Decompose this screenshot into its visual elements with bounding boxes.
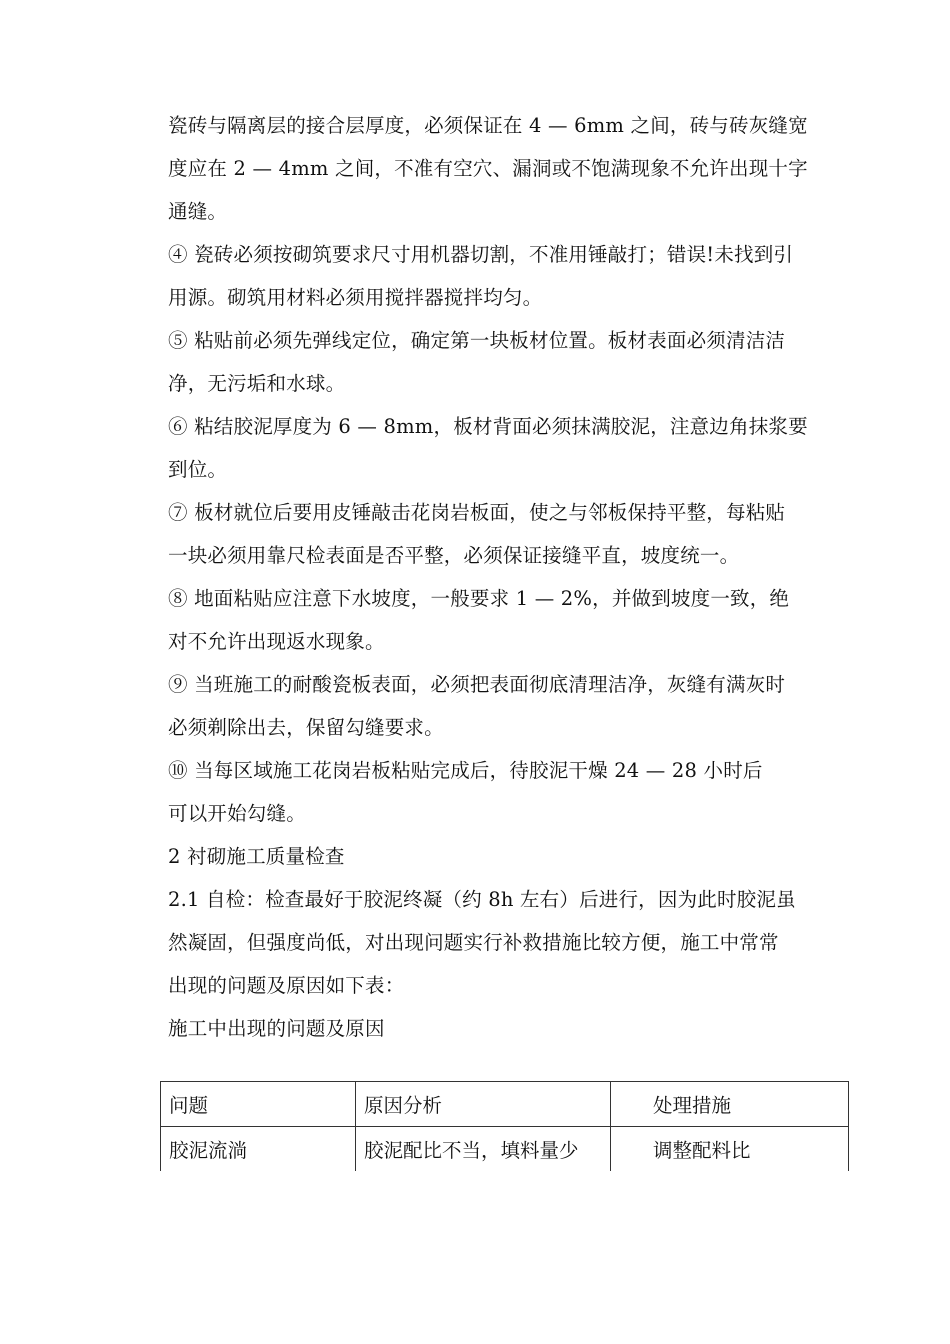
caption-line: 施工中出现的问题及原因 — [168, 1017, 385, 1040]
cell-cause: 胶泥配比不当，填料量少 — [356, 1127, 611, 1172]
paragraph-bond-layer — [168, 104, 858, 233]
text-line: 可以开始勾缝。 — [168, 802, 306, 825]
text-line: 一块必须用靠尺检表面是否平整，必须保证接缝平直，坡度统一。 — [168, 544, 740, 567]
text-line: 净，无污垢和水球。 — [168, 372, 346, 395]
text-line: 必须剃除出去，保留勾缝要求。 — [168, 716, 444, 739]
text-line: 出现的问题及原因如下表： — [168, 974, 405, 997]
issues-table — [160, 1081, 849, 1171]
paragraph-item-8 — [168, 577, 858, 663]
paragraph-item-4 — [168, 233, 858, 319]
paragraph-item-5 — [168, 319, 858, 405]
text-line: ④ 瓷砖必须按砌筑要求尺寸用机器切割，不准用锤敲打；错误!未找到引 — [168, 243, 794, 266]
header-cell-problem: 问题 — [161, 1082, 356, 1127]
text-line: 通缝。 — [168, 200, 228, 223]
paragraph-item-9 — [168, 663, 858, 749]
text-line: ⑨ 当班施工的耐酸瓷板表面，必须把表面彻底清理洁净，灰缝有满灰时 — [168, 673, 786, 696]
issues-table-wrapper — [160, 1081, 848, 1171]
heading-line: 2 衬砌施工质量检查 — [168, 845, 345, 868]
text-line: 瓷砖与隔离层的接合层厚度，必须保证在 4 — 6mm 之间，砖与砖灰缝宽 — [168, 114, 808, 137]
paragraph-item-10 — [168, 749, 858, 835]
text-line: 度应在 2 — 4mm 之间，不准有空穴、漏洞或不饱满现象不允许出现十字 — [168, 157, 808, 180]
table-header-row — [161, 1082, 849, 1127]
text-line: ⑦ 板材就位后要用皮锤敲击花岗岩板面，使之与邻板保持平整，每粘贴 — [168, 501, 786, 524]
cell-problem: 胶泥流淌 — [161, 1127, 356, 1172]
paragraph-self-check — [168, 878, 858, 1007]
header-cell-measure: 处理措施 — [611, 1082, 849, 1127]
table-caption — [168, 1007, 858, 1050]
text-line: ⑩ 当每区域施工花岗岩板粘贴完成后，待胶泥干燥 24 — 28 小时后 — [168, 759, 763, 782]
paragraph-item-6 — [168, 405, 858, 491]
header-cell-cause: 原因分析 — [356, 1082, 611, 1127]
document-body — [168, 104, 858, 1050]
text-line: 2.1 自检：检查最好于胶泥终凝（约 8h 左右）后进行，因为此时胶泥虽 — [168, 888, 796, 911]
table-row — [161, 1127, 849, 1172]
text-line: 对不允许出现返水现象。 — [168, 630, 385, 653]
text-line: ⑥ 粘结胶泥厚度为 6 — 8mm，板材背面必须抹满胶泥，注意边角抹浆要 — [168, 415, 808, 438]
text-line: ⑧ 地面粘贴应注意下水坡度，一般要求 1 — 2%，并做到坡度一致，绝 — [168, 587, 790, 610]
section-heading — [168, 835, 858, 878]
paragraph-item-7 — [168, 491, 858, 577]
text-line: ⑤ 粘贴前必须先弹线定位，确定第一块板材位置。板材表面必须清洁洁 — [168, 329, 786, 352]
text-line: 到位。 — [168, 458, 228, 481]
text-line: 然凝固，但强度尚低，对出现问题实行补救措施比较方便，施工中常常 — [168, 931, 779, 954]
text-line: 用源。砌筑用材料必须用搅拌器搅拌均匀。 — [168, 286, 543, 309]
cell-measure: 调整配料比 — [611, 1127, 849, 1172]
